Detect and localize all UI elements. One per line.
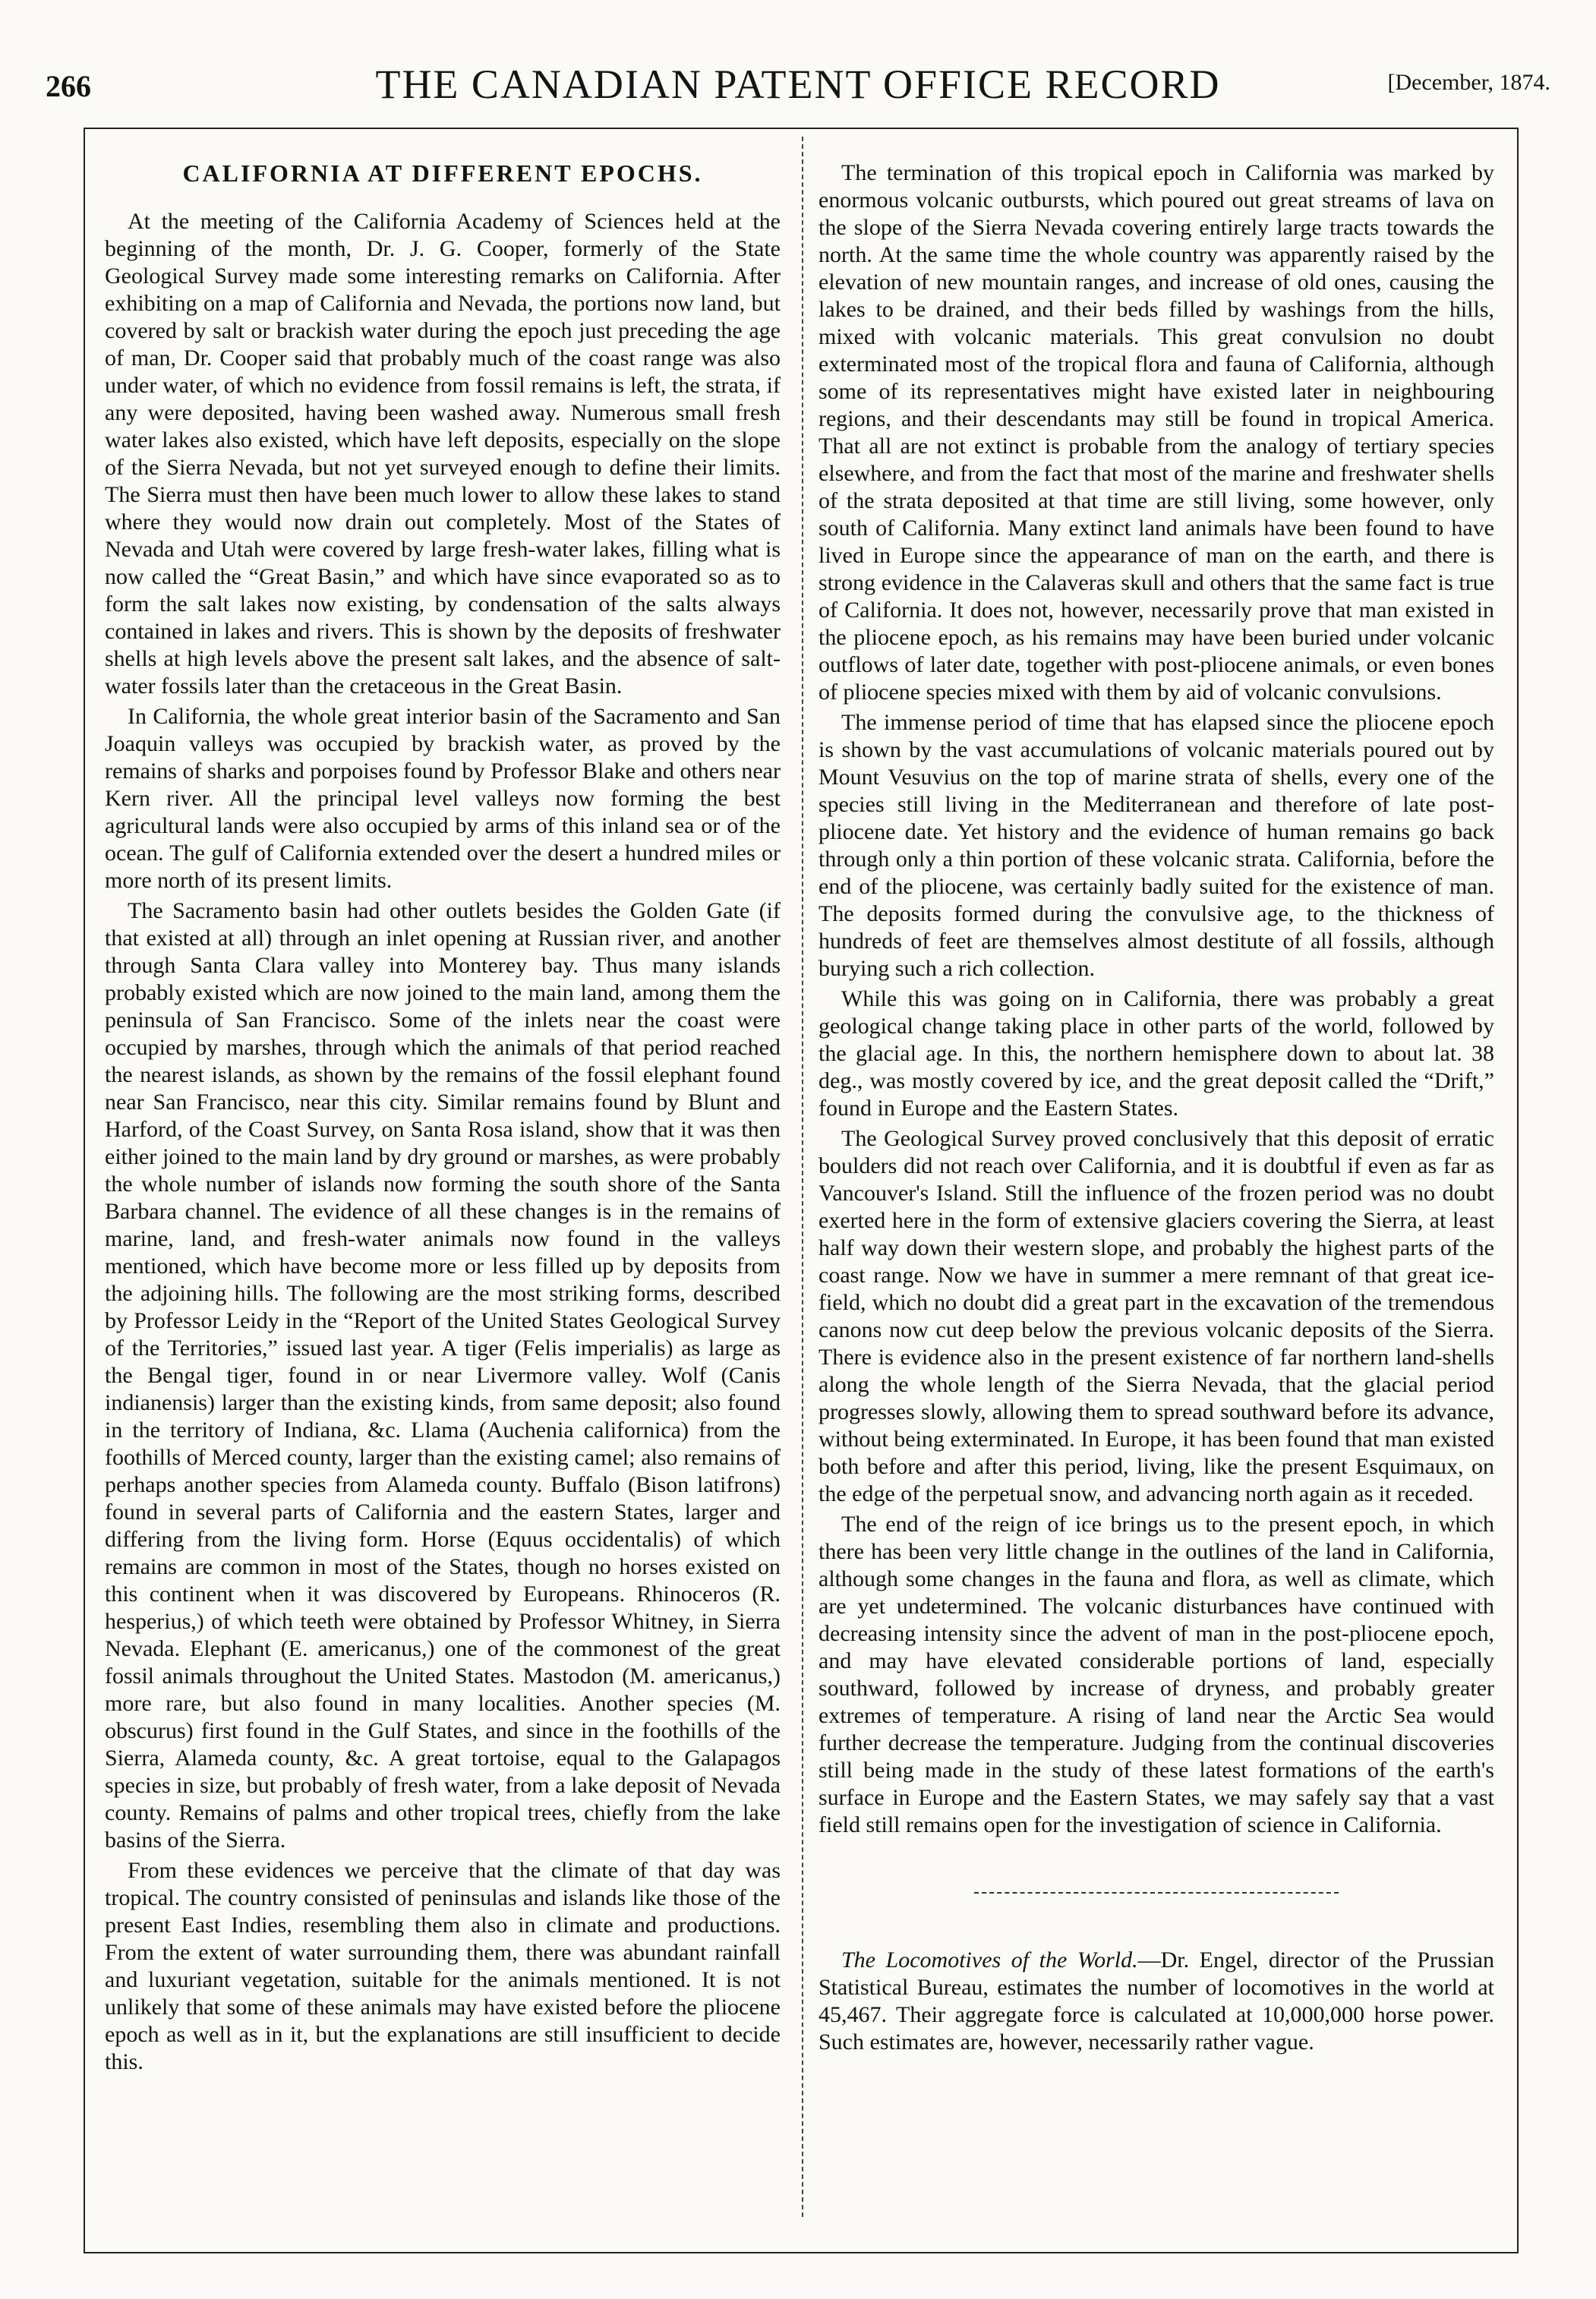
article-title: CALIFORNIA AT DIFFERENT EPOCHS.	[182, 159, 703, 187]
news-note-text: —Dr. Engel, director of the Prussian Statistical Bureau, estimates the number of locomotives in the world at 45,467. Their aggregate force is calculated at 10,000,000 horse power. Such estimates are, however, necessarily rather vague.	[819, 1947, 1495, 2055]
page-number: 266	[46, 69, 91, 103]
article-paragraph: At the meeting of the California Academy of Sciences held at the beginning of the month, Dr. J. G. Cooper, formerly of the State Geological Survey made some interesting remarks on California. After exhibiting on a map of California and Nevada, the portions now land, but covered by salt or brackish water during the epoch just preceding the age of man, Dr. Cooper said that probably much of the coast range was also under water, of which no evidence from fossil remains is left, the strata, if any were deposited, having been washed away. Numerous small fresh water lakes also existed, which have left deposits, especially on the slope of the Sierra Nevada, but not yet surveyed enough to define their limits. The Sierra must then have been much lower to allow these lakes to stand where they would now drain out completely. Most of the States of Nevada and Utah were covered by large fresh-water lakes, filling what is now called the “Great Basin,” and which have since evaporated so as to form the salt lakes now existing, by condensation of the salts always contained in lakes and rivers. This is shown by the deposits of freshwater shells at high levels above the present salt lakes, and the absence of salt-water fossils later than the cretaceous in the Great Basin.	[105, 209, 781, 699]
left-column	[105, 159, 781, 2079]
running-head	[46, 61, 1550, 114]
article-paragraph: The Geological Survey proved conclusively that this deposit of erratic boulders did not reach over California, and it is doubtful if even as far as Vancouver's Island. Still the influence of the frozen period was no doubt exerted here in the form of extensive glaciers covering the Sierra, at least half way down their western slope, and probably the highest parts of the coast range. Now we have in summer a mere remnant of that great ice-field, which no doubt did a great part in the excavation of the tremendous canons now cut deep below the previous volcanic deposits of the Sierra. There is evidence also in the present existence of far northern land-shells along the whole length of the Sierra Nevada, that the glacial period progresses slowly, allowing them to spread southward before its advance, without being exterminated. In Europe, it has been found that man existed both before and after this period, living, like the present Esquimaux, on the edge of the perpetual snow, and advancing north again as it receded.	[819, 1126, 1494, 1506]
issue-date: [December, 1874.	[1387, 70, 1550, 95]
section-separator	[974, 1892, 1339, 1894]
article-paragraph: The termination of this tropical epoch in California was marked by enormous volcanic outbursts, which poured out great streams of lava on the slope of the Sierra Nevada covering entirely large tracts towards the north. At the same time the whole country was apparently raised by the elevation of new mountain ranges, and increase of old ones, causing the lakes to be drained, and their beds filled by washings from the hills, mixed with volcanic materials. This great convulsion no doubt exterminated most of the tropical flora and fauna of California, although some of its representatives might have existed later in neighbouring regions, and their descendants may still be found in tropical America. That all are not extinct is probable from the analogy of tertiary species elsewhere, and from the fact that most of the marine and freshwater shells of the strata deposited at that time are still living, some however, only south of California. Many extinct land animals have been found to have lived in Europe since the appearance of man on the earth, and there is strong evidence in the Calaveras skull and others that the same fact is true of California. It does not, however, necessarily prove that man existed in the pliocene epoch, as his remains may have been buried under volcanic outflows of later date, together with post-pliocene animals, or even bones of pliocene species mixed with them by aid of volcanic convulsions.	[819, 160, 1494, 705]
article-paragraph: The Sacramento basin had other outlets besides the Golden Gate (if that existed at all) through an inlet opening at Russian river, and another through Santa Clara valley into Monterey bay. Thus many islands probably existed which are now joined to the main land, among them the peninsula of San Francisco. Some of the inlets near the coast were occupied by marshes, through which the animals of that period reached the nearest islands, as shown by the remains of the fossil elephant found near San Francisco, near this city. Similar remains found by Blunt and Harford, of the Coast Survey, on Santa Rosa island, show that it was then either joined to the main land by dry ground or marshes, as were probably the whole number of islands now forming the south shore of the Santa Barbara channel. The evidence of all these changes is in the remains of marine, land, and fresh-water animals now found in the valleys mentioned, which have become more or less filled up by deposits from the adjoining hills. The following are the most striking forms, described by Professor Leidy in the “Report of the United States Geological Survey of the Territories,” issued last year. A tiger (Felis imperialis) as large as the Bengal tiger, found in or near Livermore valley. Wolf (Canis indianensis) larger than the existing kinds, from same deposit; also found in the territory of Indiana, &c. Llama (Auchenia californica) from the foothills of Merced county, larger than the existing camel; also remains of perhaps another species from Alameda county. Buffalo (Bison latifrons) found in several parts of California and the eastern States, larger and differing from the living form. Horse (Equus occidentalis) of which remains are common in most of the States, though no horses existed on this continent when it was discovered by Europeans. Rhinoceros (R. hesperius,) of which teeth were obtained by Professor Whitney, in Sierra Nevada. Elephant (E. americanus,) one of the commonest of the great fossil animals throughout the United States. Mastodon (M. americanus,) more rare, but also found in many localities. Another species (M. obscurus) first found in the Gulf States, and since in the foothills of the Sierra, Alameda county, &c. A great tortoise, equal to the Galapagos species in size, but probably of fresh water, from a lake deposit of Nevada county. Remains of palms and other tropical trees, chiefly from the lake basins of the Sierra.	[105, 898, 781, 1853]
article-paragraph: From these evidences we perceive that the climate of that day was tropical. The country consisted of peninsulas and islands like those of the present East Indies, resembling them also in climate and productions. From the extent of water surrounding them, there was abundant rainfall and luxuriant vegetation, suitable for the animals mentioned. It is not unlikely that some of these animals may have existed before the pliocene epoch as well as in it, but the explanations are still insufficient to decide this.	[105, 1858, 781, 2074]
article-paragraph: The end of the reign of ice brings us to the present epoch, in which there has been very little change in the outlines of the land in California, although some changes in the fauna and flora, as well as climate, which are yet undetermined. The volcanic disturbances have continued with decreasing intensity since the advent of man in the post-pliocene epoch, and may have elevated considerable portions of land, especially southward, followed by increase of dryness, and probably greater extremes of temperature. A rising of land near the Arctic Sea would further decrease the temperature. Judging from the continual discoveries still being made in the study of these latest formations of the earth's surface in Europe and the Eastern States, we may safely say that a vast field still remains open for the investigation of science in California.	[819, 1512, 1494, 1837]
column-divider	[802, 137, 803, 2217]
news-note	[819, 1947, 1494, 2056]
article-paragraph: While this was going on in California, there was probably a great geological change taking place in other parts of the world, followed by the glacial age. In this, the northern hemisphere down to about lat. 38 deg., was mostly covered by ice, and the great deposit called the “Drift,” found in Europe and the Eastern States.	[819, 986, 1494, 1121]
right-column	[819, 159, 1494, 2059]
article-paragraph: In California, the whole great interior basin of the Sacramento and San Joaquin valleys was occupied by brackish water, as proved by the remains of sharks and porpoises found by Professor Blake and others near Kern river. All the principal level valleys now forming the best agricultural lands were also occupied by arms of this inland sea or of the ocean. The gulf of California extended over the desert a hundred miles or more north of its present limits.	[105, 704, 781, 893]
news-note-heading: The Locomotives of the World.	[841, 1947, 1138, 1973]
article-paragraph: The immense period of time that has elapsed since the pliocene epoch is shown by the vast accumulations of volcanic materials poured out by Mount Vesuvius on the top of marine strata of shells, every one of the species still living in the Mediterranean and therefore of late post-pliocene date. Yet history and the evidence of human remains go back through only a thin portion of these volcanic strata. California, before the end of the pliocene, was certainly badly suited for the existence of man. The deposits formed during the convulsive age, to the thickness of hundreds of feet are themselves almost destitute of all fossils, although burying such a rich collection.	[819, 710, 1494, 981]
journal-title: THE CANADIAN PATENT OFFICE RECORD	[375, 61, 1221, 107]
